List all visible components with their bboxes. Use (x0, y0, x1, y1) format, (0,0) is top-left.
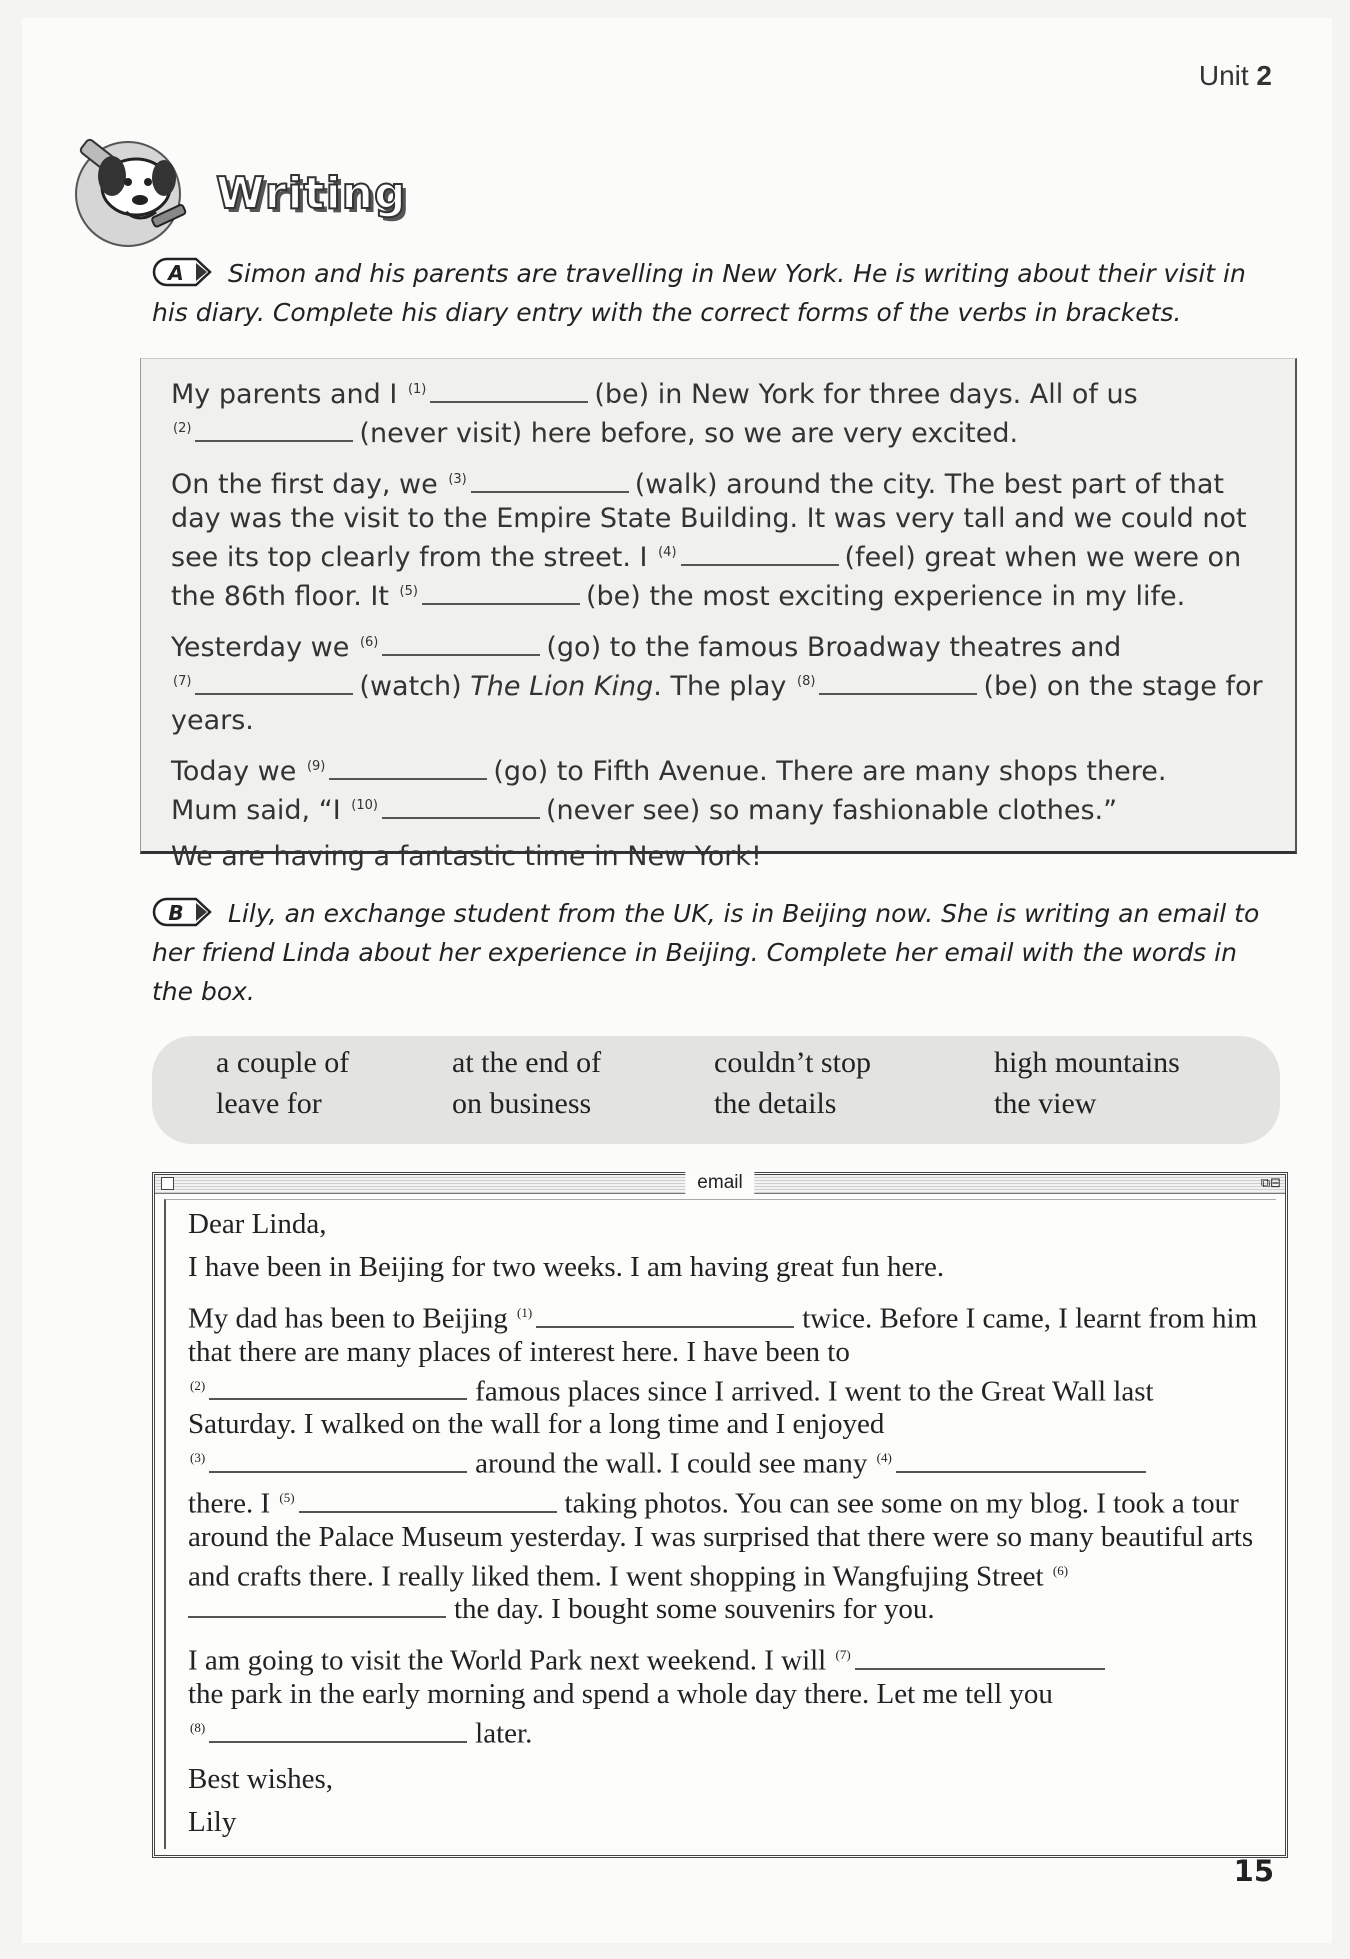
exercise-b-badge (152, 897, 216, 927)
diary-entry-box (140, 358, 1297, 872)
word-box (152, 1036, 1280, 1144)
email-blank-3[interactable] (209, 1451, 467, 1473)
svg-text:A: A (168, 261, 184, 285)
diary-paragraph-2: On the first day, we $^{(3)}$ (walk) around the city. The best part of that day was the visit to the Empire State Building. It was very tall and we could not see its top clearly from the street. I $^{(4)}$ (feel) great when we were on the 86th floor. It $^{(5)}$ (be) the most exciting experience in my life. (171, 469, 1247, 612)
word-option: on business (452, 1087, 592, 1120)
diary-paragraph-4: Today we $^{(9)}$ (go) to Fifth Avenue. There are many shops there. Mum said, “I $^{(10)}$ (never see) so many fashionable clothes.” (171, 756, 1167, 826)
email-window-title: email (685, 1172, 754, 1194)
word-option: the view (994, 1087, 1097, 1120)
answer-blank-2[interactable] (195, 420, 353, 442)
exercise-b-instruction: B Lily, an exchange student from the UK, is in Beijing now. She is writing an email to her friend Linda about her experience in Beijing. Complete her email with the words in the box. (152, 899, 1260, 1006)
email-blank-8[interactable] (209, 1721, 467, 1743)
diary-closing-line: We are having a fantastic time in New York! (171, 841, 762, 872)
word-option: at the end of (452, 1046, 602, 1079)
email-paragraph-2: My dad has been to Beijing $^{(1)}$ twice. Before I came, I learnt from him that there are many places of interest here. I have been to $^{(2)}$ famous places since I arrived. I went to the Great Wall last Saturday. I walked on the wall for a long time and I enjoyed $^{(3)}$ around the wall. I could see many $^{(4)}$ there. I $^{(5)}$ taking photos. You can see some on my blog. I took a tour around the Palace Museum yesterday. I was surprised that there were so many beautiful arts and crafts there. I really liked them. I went shopping in Wangfujing Street $^{(6)}$the day. I bought some souvenirs for you. (188, 1302, 1258, 1626)
svg-text:B: B (168, 901, 184, 925)
diary-paragraph-1: My parents and I $^{(1)}$ (be) in New York for three days. All of us $^{(2)}$ (never visit) here before, so we are very excited. (171, 379, 1138, 449)
answer-blank-7[interactable] (195, 673, 353, 695)
close-box-icon (161, 1177, 174, 1190)
answer-blank-3[interactable] (471, 471, 629, 493)
email-greeting: Dear Linda, (188, 1208, 327, 1240)
email-blank-6[interactable] (188, 1596, 446, 1618)
section-title: Writing (216, 168, 407, 219)
answer-blank-4[interactable] (681, 544, 839, 566)
email-body (164, 1199, 1276, 1849)
dog-mascot-pencil-icon (66, 132, 196, 248)
word-option: high mountains (994, 1046, 1180, 1079)
email-blank-2[interactable] (209, 1378, 467, 1400)
answer-blank-5[interactable] (422, 583, 580, 605)
email-title-bar (155, 1172, 1285, 1194)
answer-blank-6[interactable] (382, 634, 540, 656)
window-resize-icon: ⧉⊟ (1260, 1176, 1281, 1191)
email-blank-1[interactable] (536, 1306, 794, 1328)
diary-paragraph-3: Yesterday we $^{(6)}$ (go) to the famous Broadway theatres and $^{(7)}$ (watch) The Lion King. The play $^{(8)}$ (be) on the stage for years. (171, 632, 1263, 736)
word-option: leave for (216, 1087, 322, 1120)
exercise-a-instruction: A Simon and his parents are travelling in New York. He is writing about their visit in his diary. Complete his diary entry with the correct forms of the verbs in brackets. (152, 259, 1246, 327)
page-number: 15 (1233, 1854, 1274, 1888)
email-window (152, 1172, 1288, 1858)
answer-blank-10[interactable] (382, 797, 540, 819)
word-option: couldn’t stop (714, 1046, 871, 1079)
exercise-a-badge (152, 257, 216, 287)
answer-blank-1[interactable] (430, 381, 588, 403)
email-closing: Best wishes, (188, 1762, 333, 1795)
email-blank-7[interactable] (855, 1648, 1105, 1670)
email-blank-4[interactable] (896, 1451, 1146, 1473)
email-signature: Lily (188, 1805, 237, 1838)
email-blank-5[interactable] (299, 1491, 557, 1513)
answer-blank-8[interactable] (819, 673, 977, 695)
unit-label: Unit 2 (1198, 60, 1272, 91)
email-line-1: I have been in Beijing for two weeks. I am having great fun here. (188, 1251, 945, 1283)
answer-blank-9[interactable] (329, 758, 487, 780)
word-option: a couple of (216, 1046, 350, 1079)
email-paragraph-3: I am going to visit the World Park next weekend. I will $^{(7)}$ the park in the early morning and spend a whole day there. Let me tell you $^{(8)}$ later. (188, 1638, 1262, 1750)
word-option: the details (714, 1087, 837, 1120)
